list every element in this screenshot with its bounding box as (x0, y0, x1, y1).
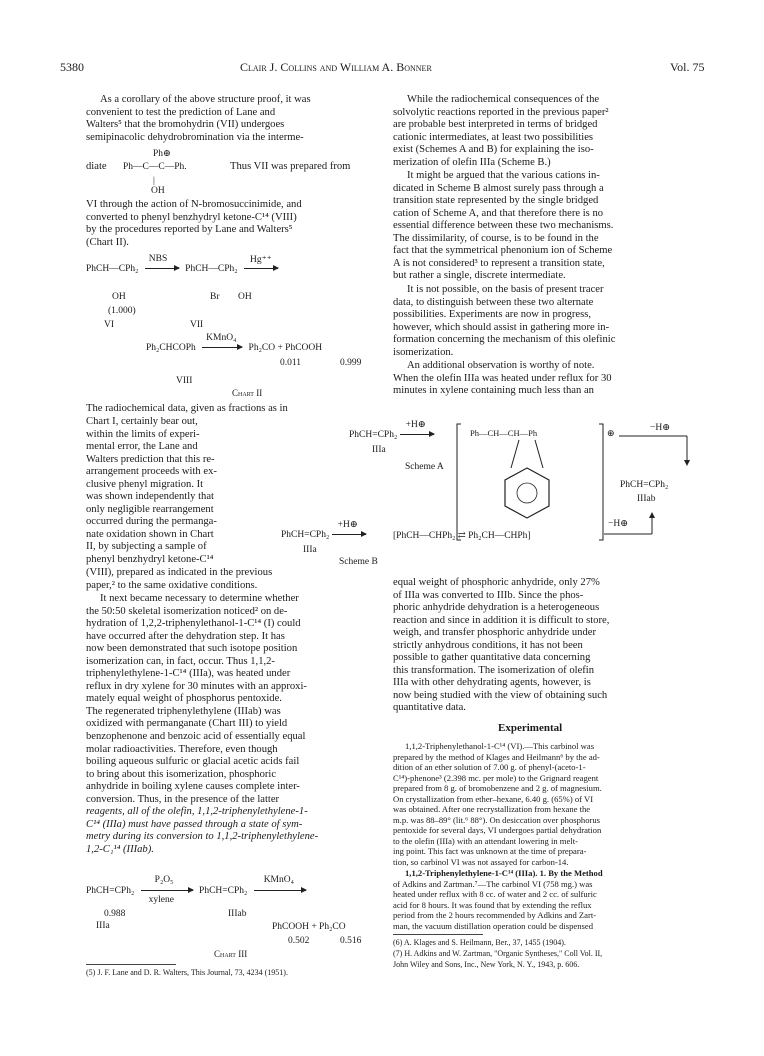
chart2-label-viii: VIII (176, 376, 193, 386)
left-paragraph-3-narrow: Chart I, certainly bear out, within the limits of experi- mental error, the Lane and Walters prediction that this re- arrangement proceeds with ex- clusive phenyl migration. It was shown independently that only negligible rearrangement occurred during the permanga- nate oxidation shown in Chart II, by subjecting a sample of phenyl benzhydryl ketone-C¹⁴ (86, 416, 217, 566)
chart3-reaction: PhCH=CPh₂ P₂O₅ xylene PhCH=CPh₂ KMnO₄ (86, 886, 310, 896)
experimental-paragraph-1: 1,1,2-Triphenylethanol-1-C¹⁴ (VI).—This carbinol was prepared by the method of Klages and Heilmann⁶ by the ad- dition of an ether solution of 7.00 g. of phenyl-(aceto-1- C¹⁴)-phenone³ (2.398 mc. per mole) to the Grignard reagent prepared from 8 g. of bromobenzene and 2 g. of magnesium. On crystallization from ether–hexane, 6.40 g. (65%) of VI was obtained. After one recrystallization from hexane the m.p. was 88–89° (lit.⁶ 88°). On desiccation over phosphorus pentoxide for several days, VI undergoes partial dehydration to the olefin (IIIa) with an attendant lowering in melt- ing point. This fact was unknown at the time of prepara- tion, so carbinol VI was not assayed for carbon-14. (393, 741, 602, 867)
chart2-value-vi: (1.000) (108, 306, 136, 316)
chart2-value-1: 0.011 (280, 358, 302, 368)
footnote-rule-left (86, 964, 176, 965)
chart2-br: Br (210, 292, 220, 302)
chart3-label-left: IIIa (96, 921, 110, 931)
scheme-a-label-iiia: IIIa (372, 445, 386, 455)
chart3-value-1: 0.502 (288, 936, 310, 946)
right-paragraph-2: It might be argued that the various cations in- dicated in Scheme B almost surely pass through a transition state represented by the single bridged cation of Scheme A, and that therefore there is no essential difference between these two mechanisms. The dissimilarity, of course, is to be found in the fact that the symmetrical phenonium ion of Scheme A is not considered³ to represent a transition state, but rather a single, discrete intermediate. (393, 170, 614, 282)
footnote-6: (6) A. Klages and S. Heilmann, Ber., 37, 1455 (1904). (393, 938, 566, 947)
chart2-caption: Chart II (232, 388, 263, 398)
scheme-b-equilibrium: [PhCH—CHPh₂ ⇄ Ph₂CH—CHPh] (393, 531, 531, 541)
scheme-a-reactant: PhCH=CPh₂ +H⊕ (349, 430, 440, 440)
left-paragraph-2: VI through the action of N-bromosuccinimide, and converted to phenyl benzhydryl ketone-C¹⁴ (VIII) by the procedures reported by Lane and Walters⁵ (Chart II). (86, 199, 302, 248)
left-paragraph-3-rest: (VIII), prepared as indicated in the previous paper,² to the same oxidative conditions. (86, 567, 273, 591)
chart2-label-vi: VI (104, 320, 115, 330)
footnote-7-line-1: (7) H. Adkins and W. Zartman, "Organic Syntheses," Coll Vol. II, (393, 949, 603, 958)
right-paragraph-4: An additional observation is worthy of note. When the olefin IIIa was heated under reflux for 30 minutes in xylene containing much less than an (393, 360, 612, 397)
scheme-b-return-arrow (600, 512, 660, 536)
after-structure-text: Thus VII was prepared from (230, 161, 351, 172)
scheme-b-minus-h: −H⊕ (608, 519, 629, 529)
chart2-label-vii: VII (190, 320, 204, 330)
scheme-a-bridge-text: Ph—CH—CH—Ph (470, 428, 538, 438)
chart3-value-left: 0.988 (104, 909, 126, 919)
chart2-oh-2: OH (238, 292, 252, 302)
left-paragraph-4: It next became necessary to determine whether the 50:50 skeletal isomerization noticed² on de- hydration of 1,2,2-triphenylethanol-1-C¹⁴ (I) could have occurred after the dehydration step. It has now been demonstrated that such isotope position isomerization can, in fact, occur. Thus 1,1,2- triphenylethylene-1-C¹⁴ (IIIa), was heated under reflux in dry xylene for 30 minutes with an approxi- mately equal weight of phosphorus pentoxide. The regenerated triphenylethylene (IIIab) was oxidized with permanganate (Chart III) to yield benzophenone and benzoic acid of essentially equal molar radioactivities. Therefore, even though boiling aqueous sulfuric or glacial acetic acids fail to bring about this isomerization, phosphoric anhydride in boiling xylene causes complete inter- conversion. Thus, in the presence of the latter reagents, all of the olefin, 1,1,2-triphenylethylene-1- C¹⁴ (IIIa) must have passed through a state of sym- metry during its conversion to 1,1,2-triphenylethylene- 1,2-C₁¹⁴ (IIIab). (86, 593, 319, 855)
chart2-oh-1: OH (112, 292, 126, 302)
experimental-heading: Experimental (498, 722, 563, 734)
chart3-caption: Chart III (214, 949, 248, 959)
scheme-a-label-iiiab: IIIab (637, 494, 656, 504)
page-number: 5380 (60, 60, 84, 74)
chart3-label-mid: IIIab (228, 909, 247, 919)
left-paragraph-1: As a corollary of the above structure proof, it was convenient to test the prediction of Lane and Walters⁵ that the bromohydrin (VII) undergoes semipinacolic dehydrobromination via the interme- (86, 94, 311, 143)
footnote-rule-right (393, 934, 483, 935)
left-paragraph-3-top: The radiochemical data, given as fractions as in (86, 403, 288, 414)
footnote-5: (5) J. F. Lane and D. R. Walters, This Journal, 73, 4234 (1951). (86, 968, 288, 977)
svg-text:⊕: ⊕ (607, 428, 615, 438)
running-authors: Clair J. Collins and William A. Bonner (240, 60, 432, 74)
chart3-value-2: 0.516 (340, 936, 362, 946)
footnote-7-line-2: John Wiley and Sons, Inc., New York, N. Y., 1943, p. 606. (393, 960, 580, 969)
right-paragraph-1: While the radiochemical consequences of the solvolytic reactions reported in the previous paper² are probable best interpreted in terms of bridged cationic intermediates, at least two possibilities exist (Schemes A and B) for explaining the iso- merization of olefin IIIa (Scheme B.) (393, 94, 609, 168)
right-paragraph-5: equal weight of phosphoric anhydride, only 27% of IIIa was converted to IIIb. Since the phos- phoric anhydride dehydration is a heterogeneous reaction and since in addition it is difficult to store, weigh, and transfer phosphoric anhydride under strictly anhydrous conditions, it has not been possible to gather quantitative data concerning this transformation. The isomerization of olefin IIIa with other dehydrating agents, however, is now being studied with the view of obtaining such quantitative data. (393, 577, 610, 714)
chart3-products: PhCOOH + Ph₂CO (272, 922, 346, 932)
right-paragraph-3: It is not possible, on the basis of present tracer data, to distinguish between these two alternate possibilities. Experiments are now in progress, however, which should assist in gathering more in- formation concerning the mechanism of this olefinic isomerization. (393, 284, 616, 358)
scheme-b-label-iiia: IIIa (303, 545, 317, 555)
experimental-paragraph-2: 1,1,2-Triphenylethylene-1-C¹⁴ (IIIa). 1. By the Method of Adkins and Zartman.⁷—The carbinol VI (758 mg.) was heated under reflux with 8 cc. of water and 2 cc. of sulfuric acid for 8 hours. It was found that by extending the reflux period from the 2 hours recommended by Adkins and Zart- man, the vacuum distillation operation could be dispensed (393, 868, 603, 931)
scheme-a-minus-h: −H⊕ (650, 423, 671, 433)
scheme-a-name: Scheme A (405, 462, 444, 472)
chart2-value-2: 0.999 (340, 358, 362, 368)
chart2-reaction-2: Ph₂CHCOPh KMnO₄ Ph₂CO + PhCOOH (146, 333, 323, 353)
volume-label: Vol. 75 (670, 60, 705, 74)
diate-word: diate (86, 161, 107, 172)
scheme-a-product: PhCH=CPh₂ (620, 480, 669, 490)
scheme-b-reactant: PhCH=CPh₂ +H⊕ (281, 530, 372, 540)
chart2-reaction-1: PhCH—CPh₂ NBS PhCH—CPh₂ Hg⁺⁺ (86, 264, 282, 274)
scheme-b-name: Scheme B (339, 557, 378, 567)
